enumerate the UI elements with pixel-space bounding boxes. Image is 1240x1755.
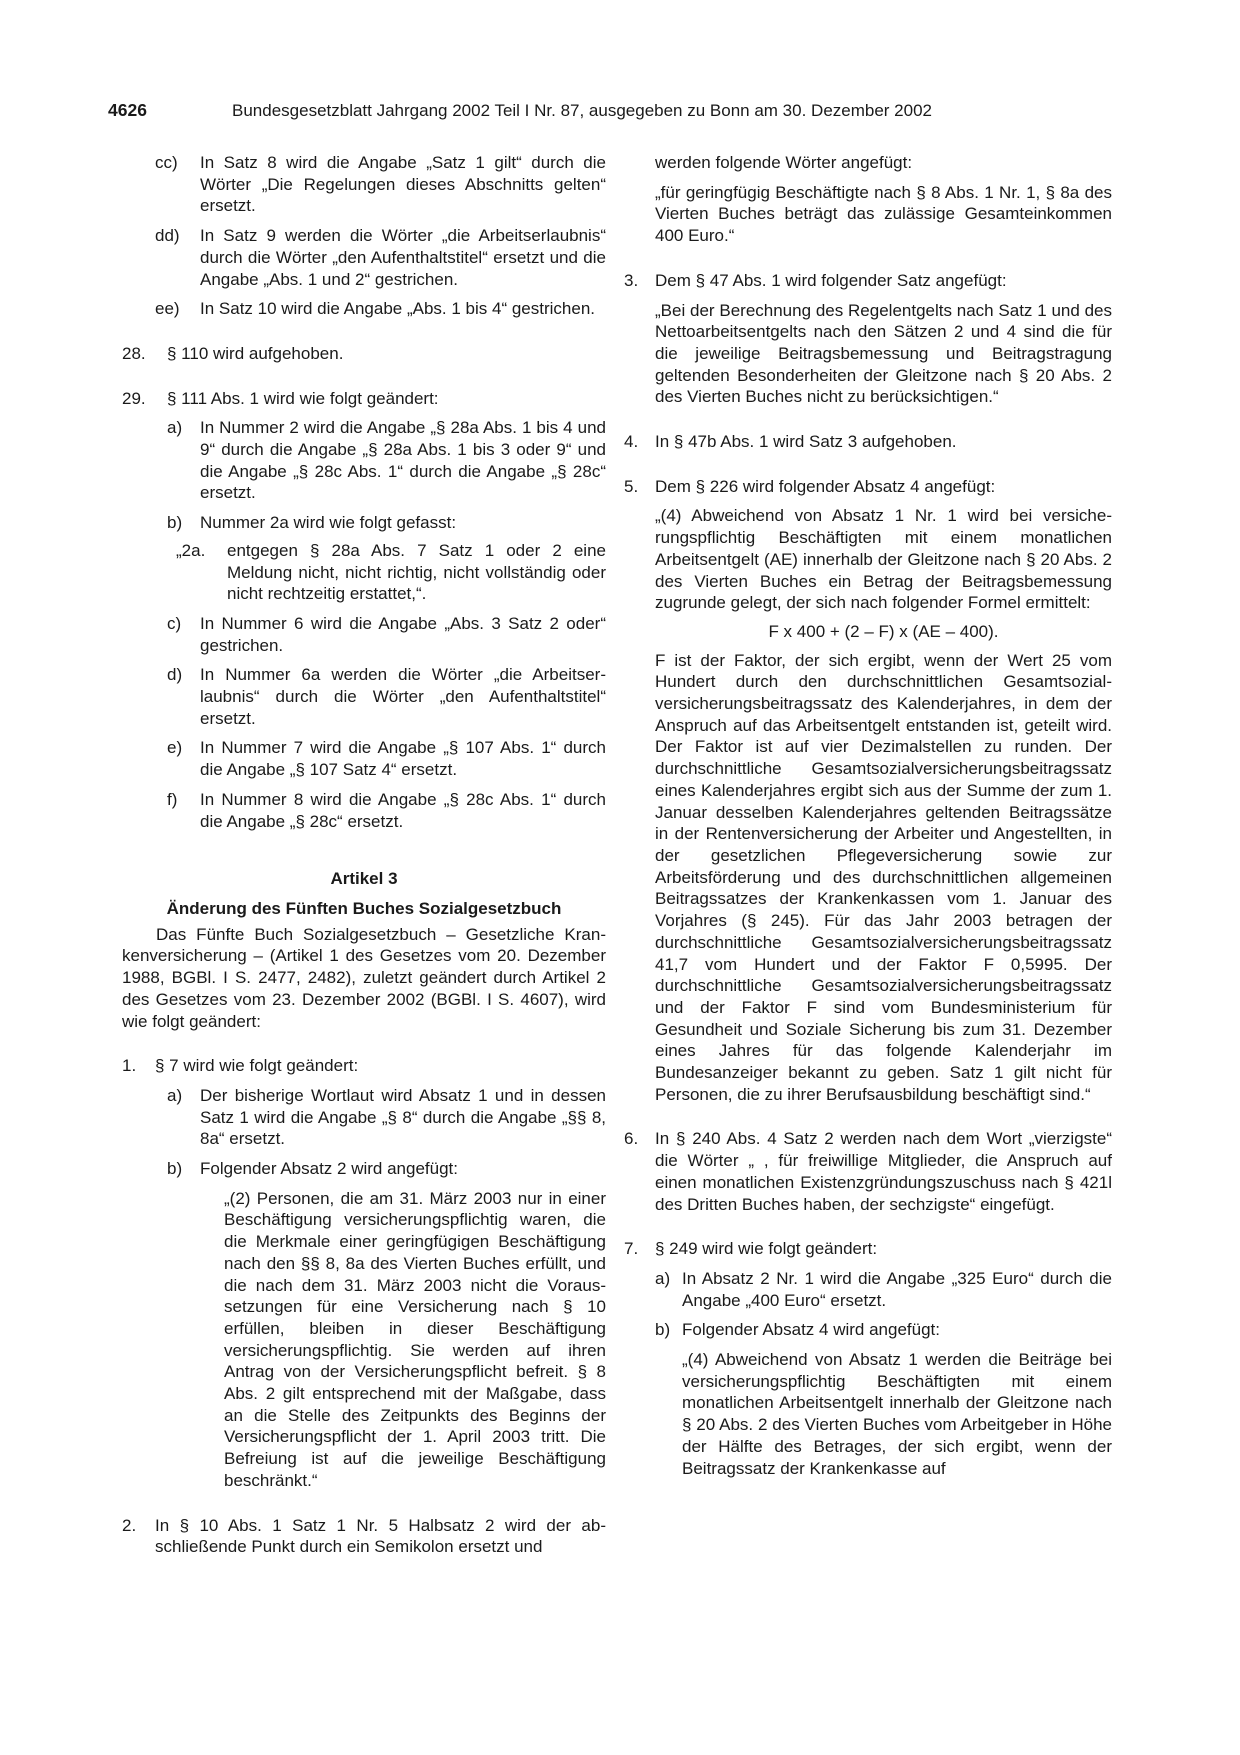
item-text: In § 10 Abs. 1 Satz 1 Nr. 5 Halbsatz 2 wird der abschließende Punkt durch ein Semikolon ersetzt und (155, 1515, 606, 1557)
item-text: In Satz 10 wird die Angabe „Abs. 1 bis 4“ gestrichen. (200, 299, 596, 319)
item-text: In Nummer 6a werden die Wörter „die Arbeitserlaubnis“ durch die Wörter „den Aufenthaltstitel“ ersetzt. (200, 665, 606, 728)
item-marker: dd) (155, 226, 180, 246)
item-marker: b) (167, 1159, 183, 1179)
list-item-5 (624, 476, 1112, 498)
running-title: Bundesgesetzblatt Jahrgang 2002 Teil I Nr. 87, ausgegeben zu Bonn am 30. Dezember 2002 (232, 101, 932, 120)
item-text: Nummer 2a wird wie folgt gefasst: (200, 513, 457, 533)
item-marker: d) (167, 665, 183, 685)
list-item-29a (122, 417, 606, 504)
list-item-1b (122, 1158, 606, 1180)
list-item-28 (122, 343, 606, 365)
item-text: In Nummer 8 wird die Angabe „§ 28c Abs. 1“ durch die Angabe „§ 28c“ ersetzt. (200, 789, 606, 831)
continued-text: werden folgende Wörter angefügt: (655, 153, 913, 172)
list-item-7 (624, 1238, 1112, 1260)
list-item-7b (624, 1319, 1112, 1341)
item-marker: cc) (155, 153, 178, 172)
item-text: Dem § 47 Abs. 1 wird folgender Satz angefügt: (655, 270, 1007, 290)
item-text: In Satz 9 werden die Wörter „die Arbeitserlaubnis“ durch die Wörter „den Aufenthaltstitel“ ersetzt und die Angabe „Abs. 1 und 2“ gestrichen. (200, 226, 606, 289)
item-marker: 6. (624, 1129, 639, 1149)
item-marker: f) (167, 789, 178, 809)
item-marker: c) (167, 613, 182, 633)
item-marker: a) (167, 1085, 183, 1105)
list-item-29b (122, 512, 606, 534)
page-header (108, 100, 1140, 130)
item-text: § 7 wird wie folgt geändert: (155, 1056, 359, 1076)
item-marker: „2a. (176, 540, 206, 560)
left-column (122, 152, 606, 1558)
page-number: 4626 (108, 100, 147, 120)
quoted-paragraph: „(4) Abweichend von Absatz 1 werden die Beiträge bei versicherungspflichtig Beschäftigten mit einem monatlichen Arbeitsentgelt innerhalb der Gleitzone nach § 20 Abs. 2 des Vierten Buches vom Arbeitgeber in Höhe der Hälfte des Betrages, der sich ergibt, wenn der Beitragssatz der Krankenkasse auf (682, 1350, 1112, 1478)
item-marker: 5. (624, 476, 639, 496)
quoted-paragraph-2: „(2) Personen, die am 31. März 2003 nur in einer Beschäftigung versicherungspflichtig waren, die die Merkmale einer geringfügigen Beschäftigung nach den §§ 8, 8a des Vierten Buches erfüllt, und die nach dem 31. März 2003 nicht die Voraussetzungen für eine Versicherung nach § 10 erfüllen, bleiben in dieser Beschäftigung versicherungspflichtig. Sie werden auf ihren Antrag von der Versicherungspflicht befreit. § 8 Abs. 2 gilt entsprechend mit der Maßgabe, dass an die Stelle des Zeitpunkts des Beginns der Versicherungspflicht der 1. April 2003 tritt. Die Befreiung ist auf die jeweilige Beschäftigung beschränkt.“ (224, 1188, 606, 1490)
item-text: Dem § 226 wird folgender Absatz 4 angefügt: (655, 476, 996, 496)
article-intro: Das Fünfte Buch Sozialgesetzbuch – Gesetzliche Krankenversicherung – (Artikel 1 des Gesetzes vom 20. Dezember 1988, BGBl. I S. 2477, 2482), zuletzt geändert durch Artikel 2 des Gesetzes vom 23. Dezember 2002 (BGBl. I S. 4607), wird wie folgt geändert: (122, 924, 606, 1031)
quoted-paragraph: „Bei der Berechnung des Regelentgelts nach Satz 1 und des Nettoarbeitsentgelts nach den Sätzen 2 und 4 sind die für die jeweilige Beitragsbemessung und Beitragstragung geltenden Besonderheiten der Gleitzone nach § 20 Abs. 2 des Vierten Buches nicht zu berücksichtigen.“ (655, 300, 1112, 407)
list-item-29c (122, 613, 606, 656)
item-text: In Nummer 2 wird die Angabe „§ 28a Abs. 1 bis 4 und 9“ durch die Angabe „§ 28a Abs. 1 bis 3 oder 9“ und die Angabe „§ 28c Abs. 1“ durch die Angabe „§ 28c“ ersetzt. (200, 418, 606, 503)
formula: F x 400 + (2 – F) x (AE – 400). (768, 621, 999, 641)
quoted-paragraph: „(4) Abweichend von Absatz 1 Nr. 1 wird bei versicherungspflichtig Beschäftigten mit einem monatlichen Arbeitsentgelt (AE) innerhalb der Gleitzone nach § 20 Abs. 2 des Vierten Buches ein Betrag der Beitragsbemessung zugrunde gelegt, der sich nach folgender Formel ermittelt: (655, 506, 1112, 613)
item-text: § 111 Abs. 1 wird wie folgt geändert: (167, 388, 439, 408)
list-item-4 (624, 431, 1112, 453)
quoted-paragraph: „für geringfügig Beschäftigte nach § 8 Abs. 1 Nr. 1, § 8a des Vierten Buches beträgt das zulässige Gesamteinkommen 400 Euro.“ (655, 182, 1112, 246)
item-text: In Absatz 2 Nr. 1 wird die Angabe „325 Euro“ durch die Angabe „400 Euro“ ersetzt. (682, 1268, 1112, 1310)
item-text: In § 47b Abs. 1 wird Satz 3 aufgehoben. (655, 432, 957, 452)
list-item-cc (122, 152, 606, 217)
list-item-3 (624, 270, 1112, 292)
item-marker: 4. (624, 432, 639, 452)
item-text: In § 240 Abs. 4 Satz 2 werden nach dem Wort „vierzigste“ die Wörter „ , für freiwillige Mitglieder, die Anspruch auf einen monatlichen Existenzgründungszuschuss nach § 421l des Dritten Buches haben, der sechzigste“ eingefügt. (655, 1129, 1112, 1214)
article-subtitle: Änderung des Fünften Buches Sozialgesetzbuch (166, 898, 562, 918)
item-text: § 110 wird aufgehoben. (167, 343, 344, 363)
item-marker: 28. (122, 343, 146, 363)
item-text: In Nummer 6 wird die Angabe „Abs. 3 Satz 2 oder“ gestrichen. (200, 613, 606, 655)
item-marker: ee) (155, 299, 180, 319)
item-marker: 7. (624, 1239, 639, 1259)
list-item-29e (122, 737, 606, 780)
quoted-paragraph: F ist der Faktor, der sich ergibt, wenn der Wert 25 vom Hundert durch den durchschnittlichen Gesamtsozialversicherungsbeitragssatz des Kalenderjahres, in dem der Anspruch auf das Arbeitsentgelt entstanden ist, geteilt wird. Der Faktor ist auf vier Dezimalstellen zu runden. Der durchschnittliche Gesamtsozialversicherungsbeitragssatz eines Kalenderjahres ergibt sich aus der Summe der zum 1. Januar desselben Kalenderjahres geltenden Beitragssätze in der Rentenversicherung der Arbeiter und Angestellten, in der gesetzlichen Pflegeversicherung sowie zur Arbeitsförderung und des durchschnittlichen allgemeinen Beitragssatzes der Krankenkassen vom 1. Januar des Vorjahres (§ 245). Für das Jahr 2003 betragen der durchschnittliche Gesamtsozialversicherungsbeitragssatz 41,7 vom Hundert und der Faktor F 0,5995. Der durchschnittliche Gesamtsozialversicherungsbeitragssatz und der Faktor F sind vom Bundesministerium für Gesundheit und Soziale Sicherung bis zum 31. Dezember eines Jahres für das folgende Kalenderjahr im Bundesanzeiger bekannt zu geben. Satz 1 gilt nicht für Personen, die zu ihrer Berufsausbildung beschäftigt sind.“ (655, 650, 1112, 1104)
item-marker: e) (167, 738, 183, 758)
item-marker: 2. (122, 1515, 137, 1535)
list-item-6 (624, 1128, 1112, 1215)
right-column (624, 152, 1112, 1479)
item-marker: a) (655, 1268, 671, 1288)
item-text: Folgender Absatz 2 wird angefügt: (200, 1159, 458, 1179)
item-text: Folgender Absatz 4 wird angefügt: (682, 1320, 940, 1340)
item-text: § 249 wird wie folgt geändert: (655, 1239, 878, 1259)
list-item-1 (122, 1055, 606, 1077)
list-item-dd (122, 225, 606, 290)
list-item-1a (122, 1085, 606, 1150)
item-marker: b) (655, 1320, 671, 1340)
list-item-29 (122, 388, 606, 410)
list-item-2 (122, 1515, 606, 1558)
item-marker: a) (167, 418, 183, 438)
item-marker: 1. (122, 1056, 137, 1076)
quoted-item-2a (122, 540, 606, 605)
item-text: Der bisherige Wortlaut wird Absatz 1 und in dessen Satz 1 wird die Angabe „§ 8“ durch die Angabe „§§ 8, 8a“ ersetzt. (200, 1085, 606, 1149)
article-title: Artikel 3 (330, 869, 398, 889)
item-marker: 3. (624, 270, 639, 290)
item-marker: b) (167, 513, 183, 533)
list-item-7a (624, 1268, 1112, 1311)
list-item-29d (122, 664, 606, 729)
item-text: In Nummer 7 wird die Angabe „§ 107 Abs. 1“ durch die Angabe „§ 107 Satz 4“ ersetzt. (200, 738, 606, 780)
item-marker: 29. (122, 388, 146, 408)
item-text: entgegen § 28a Abs. 7 Satz 1 oder 2 eine Meldung nicht, nicht richtig, nicht vollständig oder nicht rechtzeitig erstattet,“. (227, 540, 606, 604)
list-item-ee (122, 298, 606, 320)
list-item-29f (122, 789, 606, 832)
item-text: In Satz 8 wird die Angabe „Satz 1 gilt“ durch die Wörter „Die Regelungen dieses Abschnitts gelten“ ersetzt. (200, 153, 606, 216)
